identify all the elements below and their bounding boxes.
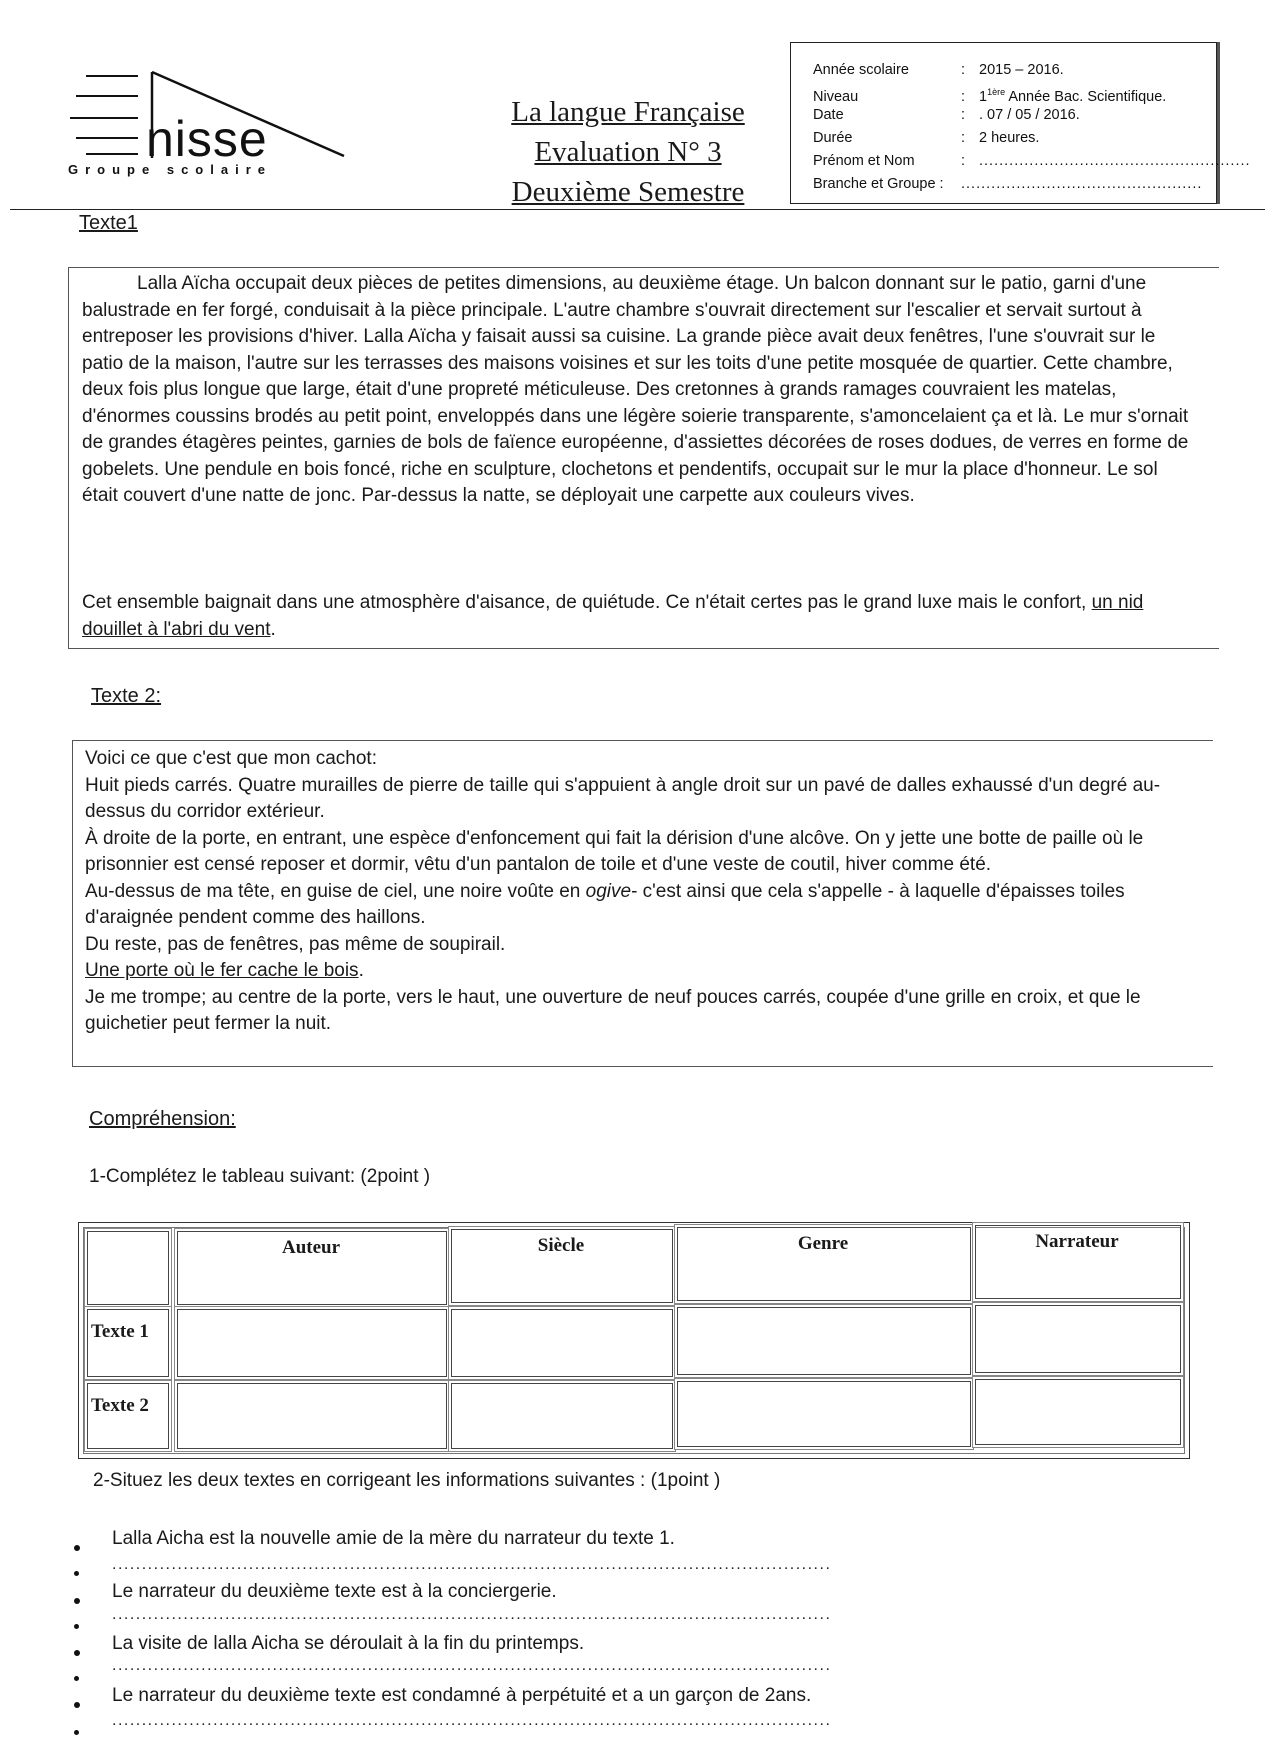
table-corner-cell (87, 1231, 169, 1305)
bullet-3 (74, 1650, 80, 1656)
cell-texte1-auteur[interactable] (177, 1309, 447, 1377)
info-date: Date : . 07 / 05 / 2016. (813, 107, 1080, 123)
cell-texte1-narrateur[interactable] (975, 1305, 1181, 1373)
cell-texte2-narrateur[interactable] (975, 1379, 1181, 1445)
info-annee: Année scolaire : 2015 – 2016. (813, 62, 1064, 78)
cell-texte2-genre[interactable] (677, 1381, 971, 1447)
statement-1: Lalla Aicha est la nouvelle amie de la mère du narrateur du texte 1. (112, 1528, 675, 1549)
title-subject: La langue Française (511, 96, 745, 128)
texte2-p1: Voici ce que c'est que mon cachot: (85, 748, 377, 769)
bullet-4 (74, 1702, 80, 1708)
school-logo (68, 66, 358, 176)
row-label-texte2: Texte 2 (91, 1395, 149, 1416)
info-branche-groupe[interactable]: Branche et Groupe : ................................................ (813, 176, 1203, 192)
cell-texte1-genre[interactable] (677, 1307, 971, 1375)
texte2-body (85, 746, 1195, 1038)
answer-line-3[interactable]: ......................................................................................................................... (112, 1657, 832, 1674)
texte2-p3: À droite de la porte, en entrant, une espèce d'enfoncement qui fait la dérision d'une alcôve. On y jette une botte de paille où le prisonnier est censé reposer et dormir, vêtu d'un pantalon de toile et d'une veste de coutil, hiver comme été. (85, 827, 1144, 875)
texte1-title: Texte1 (79, 212, 138, 234)
header-divider (10, 209, 1265, 210)
comprehension-title: Compréhension: (89, 1108, 236, 1130)
texte2-p6: Une porte où le fer cache le bois. (85, 960, 364, 981)
answer-table (78, 1222, 1190, 1459)
texte2-p5: Du reste, pas de fenêtres, pas même de soupirail. (85, 933, 506, 955)
cell-texte2-siecle[interactable] (451, 1383, 673, 1449)
answer-line-1[interactable]: ......................................................................................................................... (112, 1556, 832, 1573)
texte2-title: Texte 2: (91, 685, 162, 707)
logo-name: nisse (146, 111, 268, 167)
document-title (468, 92, 788, 212)
header-auteur-label: Auteur (281, 1237, 341, 1258)
texte1-body: Lalla Aïcha occupait deux pièces de petites dimensions, au deuxième étage. Un balcon donnant sur le patio, garni d'une balustrade en fer forgé, conduisait à la pièce principale. L'autre chambre s'ouvrait directement sur l'escalier et servait surtout à entreposer les provisions d'hiver. Lalla Aïcha y faisait aussi sa cuisine. La grande pièce avait deux fenêtres, l'une s'ouvrait sur le patio de la maison, l'autre sur les terrasses des maisons voisines et sur les toits d'une petite mosquée de quartier. Cette chambre, deux fois plus longue que large, était d'une propreté méticuleuse. Des cretonnes à grands ramages couvraient les matelas, d'énormes coussins brodés au petit point, enveloppés dans une légère soierie transparente, s'amoncelaient ça et là. Le mur s'ornait de grandes étagères peintes, garnies de bols de faïence européenne, d'assiettes décorées de roses dodues, de verres en forme de gobelets. Une pendule en bois foncé, riche en sculpture, clochetons et pendentifs, occupait sur le mur la place d'honneur. Le sol était couvert d'une natte de jonc. Par-dessus la natte, se déployait une carpette aux couleurs vives. (82, 273, 1189, 506)
answer-line-2[interactable]: ......................................................................................................................... (112, 1606, 832, 1623)
question-2: 2-Situez les deux textes en corrigeant les informations suivantes : (1point ) (93, 1470, 721, 1491)
cell-texte2-auteur[interactable] (177, 1383, 447, 1449)
texte1-underlined-phrase: un nid douillet à l'abri du vent (82, 592, 1144, 640)
header-siecle-label: Siècle (537, 1235, 585, 1256)
bullet-1 (74, 1545, 80, 1551)
bullet-answer-3 (74, 1676, 79, 1681)
cell-texte1-siecle[interactable] (451, 1309, 673, 1377)
texte2-p7: Je me trompe; au centre de la porte, vers le haut, une ouverture de neuf pouces carrés, coupée d'une grille en croix, et que le guichetier peut fermer la nuit. (85, 986, 1141, 1034)
bullet-2 (74, 1598, 80, 1604)
info-prenom-nom[interactable]: Prénom et Nom : ...................................................... (813, 153, 1251, 169)
bullet-answer-1 (74, 1571, 79, 1576)
question-1: 1-Complétez le tableau suivant: (2point ) (89, 1166, 431, 1187)
info-niveau: Niveau : $1^{1ère}$ Année Bac. Scientifique. (813, 87, 1167, 105)
title-evaluation: Evaluation N° 3 (534, 136, 722, 168)
bullet-answer-4 (74, 1730, 79, 1735)
answer-line-4[interactable]: ......................................................................................................................... (112, 1712, 832, 1729)
row-label-texte1: Texte 1 (91, 1321, 149, 1342)
info-box (790, 42, 1251, 204)
header-genre-label: Genre (797, 1233, 849, 1254)
logo-subtitle: Groupe scolaire (68, 162, 272, 177)
texte2-p4: Au-dessus de ma tête, en guise de ciel, une noire voûte en ogive- c'est ainsi que cela s'appelle - à laquelle d'épaisses toiles d'araignée pendent comme des haillons. (85, 880, 1125, 928)
info-duree: Durée : 2 heures. (813, 130, 1040, 146)
texte1-closing: Cet ensemble baignait dans une atmosphère d'aisance, de quiétude. Ce n'était certes pas le grand luxe mais le confort, un nid douillet à l'abri du vent. (82, 592, 1144, 640)
statement-2: Le narrateur du deuxième texte est à la conciergerie. (112, 1581, 557, 1602)
statement-4: Le narrateur du deuxième texte est condamné à perpétuité et a un garçon de 2ans. (112, 1685, 812, 1706)
bullet-answer-2 (74, 1624, 79, 1629)
texte2-p2: Huit pieds carrés. Quatre murailles de pierre de taille qui s'appuient à angle droit sur un pavé de dalles exhaussé d'un degré au-dessus du corridor extérieur. (85, 774, 1161, 822)
header-narrateur-label: Narrateur (1035, 1231, 1119, 1252)
row-texte1-label-cell (87, 1309, 169, 1377)
statement-3: La visite de lalla Aicha se déroulait à la fin du printemps. (112, 1633, 585, 1654)
title-semester: Deuxième Semestre (511, 176, 745, 208)
